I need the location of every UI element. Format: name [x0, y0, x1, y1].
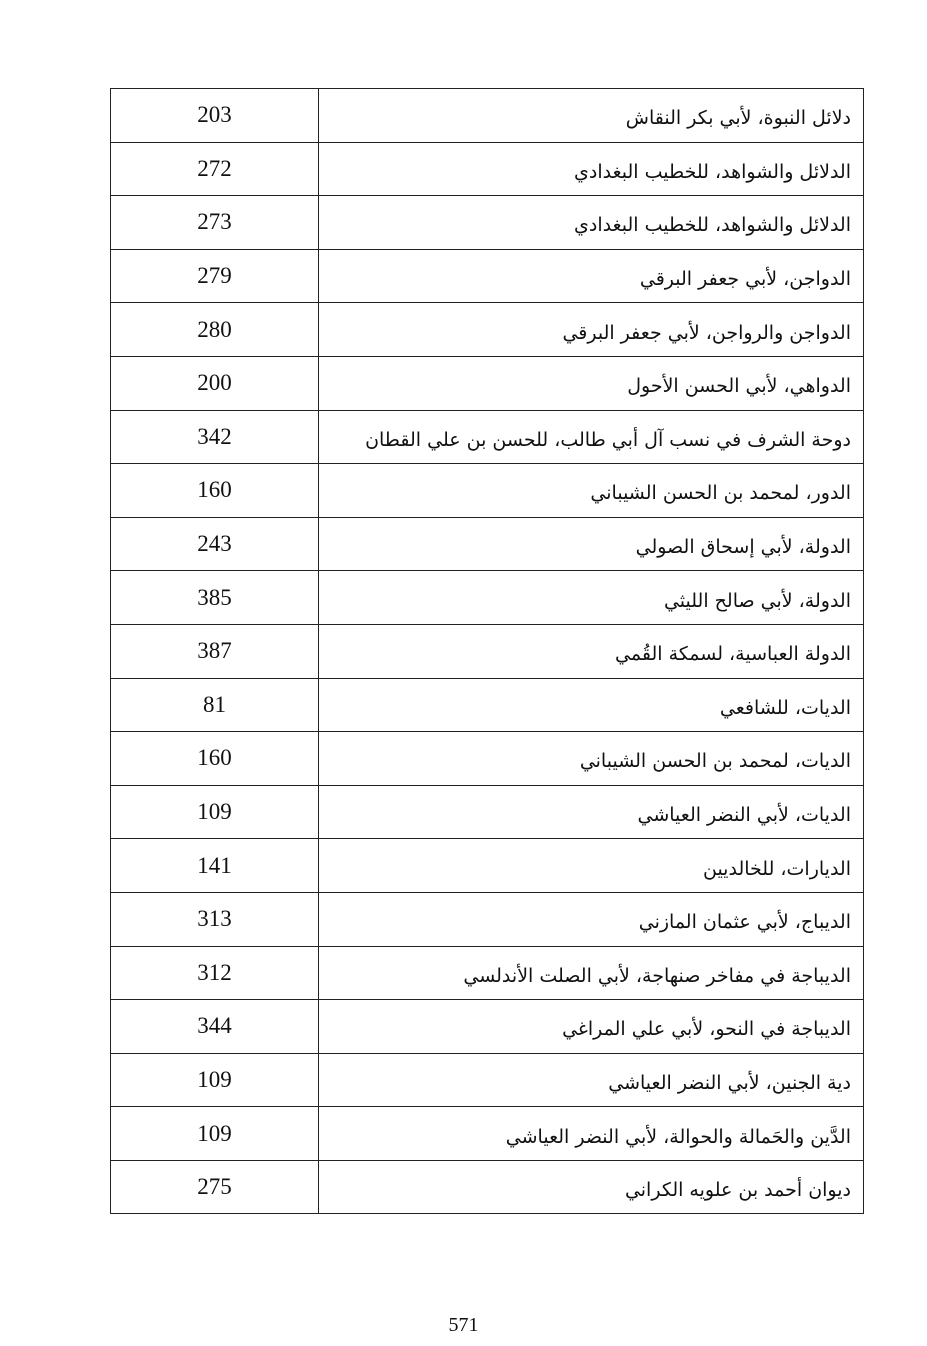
- entry-page-number: 312: [111, 946, 319, 1000]
- entry-page-number: 109: [111, 1107, 319, 1161]
- entry-title: الديات، لأبي النضر العياشي: [319, 785, 864, 839]
- entry-title: ديوان أحمد بن علويه الكراني: [319, 1160, 864, 1214]
- entry-page-number: 275: [111, 1160, 319, 1214]
- table-row: [111, 892, 864, 946]
- index-table-body: [111, 89, 864, 1214]
- table-row: [111, 249, 864, 303]
- entry-page-number: 385: [111, 571, 319, 625]
- entry-title: الدولة العباسية، لسمكة القُمي: [319, 624, 864, 678]
- entry-page-number: 273: [111, 196, 319, 250]
- entry-page-number: 109: [111, 1053, 319, 1107]
- entry-title: الدور، لمحمد بن الحسن الشيباني: [319, 464, 864, 518]
- table-row: [111, 142, 864, 196]
- table-row: [111, 517, 864, 571]
- entry-title: الدواجن، لأبي جعفر البرقي: [319, 249, 864, 303]
- entry-title: الدواجن والرواجن، لأبي جعفر البرقي: [319, 303, 864, 357]
- table-row: [111, 89, 864, 143]
- entry-page-number: 109: [111, 785, 319, 839]
- table-row: [111, 624, 864, 678]
- table-row: [111, 839, 864, 893]
- entry-page-number: 387: [111, 624, 319, 678]
- table-row: [111, 464, 864, 518]
- entry-title: دوحة الشرف في نسب آل أبي طالب، للحسن بن علي القطان: [319, 410, 864, 464]
- page-number: 571: [448, 1314, 479, 1336]
- table-row: [111, 356, 864, 410]
- table-row: [111, 946, 864, 1000]
- entry-title: الدَّين والحَمالة والحوالة، لأبي النضر العياشي: [319, 1107, 864, 1161]
- entry-page-number: 280: [111, 303, 319, 357]
- entry-page-number: 243: [111, 517, 319, 571]
- entry-title: الديباجة في النحو، لأبي علي المراغي: [319, 1000, 864, 1054]
- table-row: [111, 732, 864, 786]
- table-row: [111, 196, 864, 250]
- entry-page-number: 272: [111, 142, 319, 196]
- entry-title: الديات، للشافعي: [319, 678, 864, 732]
- entry-title: الديارات، للخالديين: [319, 839, 864, 893]
- entry-title: دلائل النبوة، لأبي بكر النقاش: [319, 89, 864, 143]
- entry-page-number: 203: [111, 89, 319, 143]
- entry-page-number: 81: [111, 678, 319, 732]
- entry-title: الدلائل والشواهد، للخطيب البغدادي: [319, 196, 864, 250]
- entry-page-number: 279: [111, 249, 319, 303]
- entry-page-number: 160: [111, 464, 319, 518]
- table-row: [111, 1160, 864, 1214]
- entry-page-number: 200: [111, 356, 319, 410]
- table-row: [111, 1000, 864, 1054]
- entry-title: الديباج، لأبي عثمان المازني: [319, 892, 864, 946]
- table-row: [111, 785, 864, 839]
- entry-title: الدواهي، لأبي الحسن الأحول: [319, 356, 864, 410]
- table-row: [111, 571, 864, 625]
- entry-title: الدولة، لأبي صالح الليثي: [319, 571, 864, 625]
- entry-page-number: 342: [111, 410, 319, 464]
- table-row: [111, 410, 864, 464]
- entry-page-number: 313: [111, 892, 319, 946]
- entry-title: الديات، لمحمد بن الحسن الشيباني: [319, 732, 864, 786]
- entry-page-number: 160: [111, 732, 319, 786]
- entry-title: الدولة، لأبي إسحاق الصولي: [319, 517, 864, 571]
- table-row: [111, 678, 864, 732]
- table-row: [111, 303, 864, 357]
- entry-title: الدلائل والشواهد، للخطيب البغدادي: [319, 142, 864, 196]
- table-row: [111, 1107, 864, 1161]
- index-table: [110, 88, 864, 1214]
- entry-page-number: 344: [111, 1000, 319, 1054]
- entry-title: الديباجة في مفاخر صنهاجة، لأبي الصلت الأندلسي: [319, 946, 864, 1000]
- entry-title: دية الجنين، لأبي النضر العياشي: [319, 1053, 864, 1107]
- table-row: [111, 1053, 864, 1107]
- entry-page-number: 141: [111, 839, 319, 893]
